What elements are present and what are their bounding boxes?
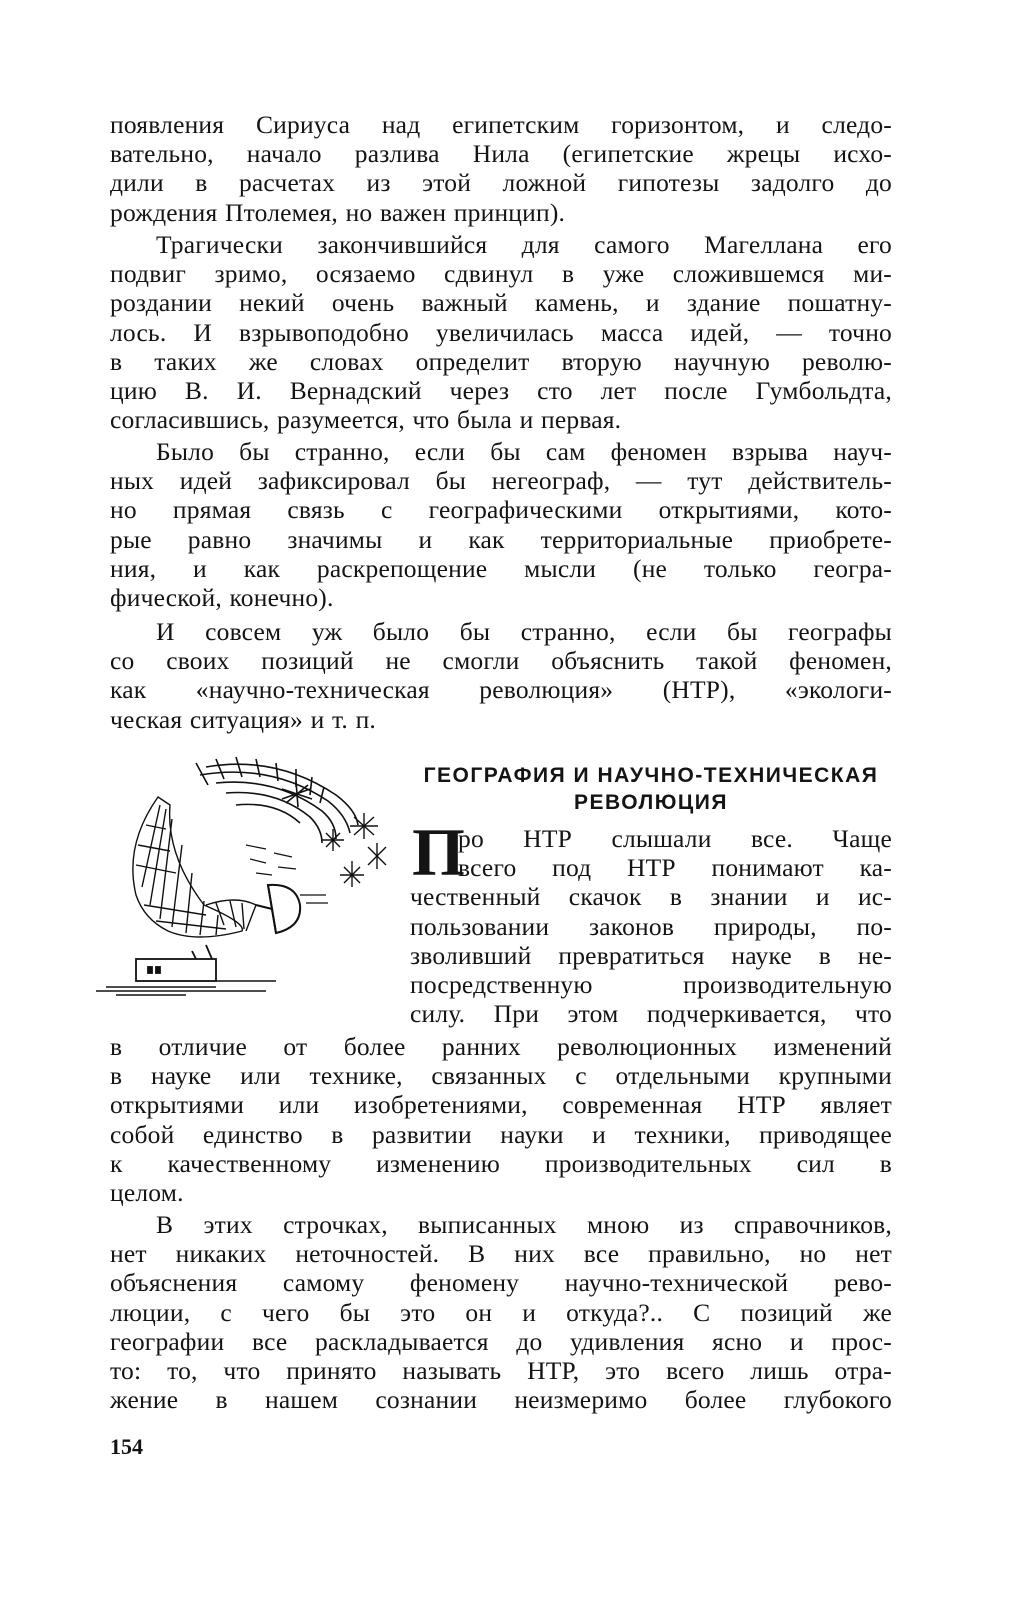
text-line: подвиг зримо, осязаемо сдвинул в уже сложившемся ми-: [110, 259, 892, 289]
text-line: в отличие от более ранних революционных изменений: [110, 1032, 892, 1061]
text-line: как «научно-техническая революция» (НТР), «экологи-: [110, 675, 892, 705]
ground-lines-icon: [96, 981, 276, 995]
star-icon: [350, 813, 378, 839]
text-line: географии все раскладывается до удивления ясно и прос-: [110, 1326, 892, 1356]
heading-line-1: ГЕОГРАФИЯ И НАУЧНО-ТЕХНИЧЕСКАЯ: [423, 764, 879, 787]
paragraph-1: [110, 110, 892, 227]
star-icon: [368, 843, 386, 869]
text-line: В этих строчках, выписанных мною из справочников,: [156, 1210, 892, 1239]
heading-line-2: РЕВОЛЮЦИЯ: [574, 791, 728, 814]
paragraph-3: [110, 437, 892, 612]
text-line: ния, и как раскрепощение мысли (не только геогра-: [110, 553, 892, 583]
text-line: цию В. И. Вернадский через сто лет после Гумбольдта,: [110, 376, 892, 406]
text-line: появления Сириуса над египетским горизонтом, и следо-: [110, 110, 892, 139]
text-line: пользовании законов природы, по-: [410, 911, 892, 941]
text-line: собой единство в развитии науки и техники, приводящее: [110, 1119, 892, 1149]
text-line: ро НТР слышали все. Чаще: [458, 824, 892, 853]
text-line: лось. И взрывоподобно увеличилась масса идей, — точно: [110, 317, 892, 347]
text-line: рождения Птолемея, но важен принцип).: [110, 197, 566, 227]
drop-cap: П: [412, 814, 465, 890]
text-line: Трагически закончившийся для самого Магеллана его: [156, 230, 892, 259]
text-line: то: то, что принято называть НТР, это всего лишь отра-: [110, 1356, 892, 1386]
text-line: чественный скачок в знании и ис-: [410, 882, 892, 912]
paragraph-2: [110, 230, 892, 434]
sky-cloud-icon: [196, 757, 358, 843]
star-icon: [322, 829, 344, 851]
wind-lines-icon: [246, 845, 328, 903]
paragraph-5: [110, 1032, 892, 1207]
paragraph-6: [110, 1210, 892, 1414]
text-line: рые равно значимы и как территориальные приобрете-: [110, 524, 892, 554]
text-line: открытиями или изобретениями, современная НТР являет: [110, 1090, 892, 1120]
text-line: со своих позиций не смогли объяснить такой феномен,: [110, 646, 892, 676]
text-line: ческая ситуация» и т. п.: [110, 704, 376, 734]
text-line: роздании некий очень важный камень, и здание пошатну-: [110, 288, 892, 318]
star-icon: [340, 861, 364, 887]
text-line: нет никаких неточностей. В них все правильно, но нет: [110, 1239, 892, 1269]
text-line: к качественному изменению производительных сил в: [110, 1148, 892, 1178]
text-line: объяснения самому феномену научно-технической рево-: [110, 1268, 892, 1298]
text-line: ных идей зафиксировал бы негеограф, — тут действитель-: [110, 466, 892, 496]
text-line: жение в нашем сознании неизмеримо более глубокого: [110, 1385, 892, 1415]
paragraph-4: [110, 617, 892, 734]
text-line: согласившись, разумеется, что была и первая.: [110, 405, 622, 435]
text-line: посредственную производительную: [410, 970, 892, 1000]
page-number: 154: [110, 1434, 143, 1459]
text-line: в науке или технике, связанных с отдельными крупными: [110, 1061, 892, 1091]
text-line: Было бы странно, если бы сам феномен взрыва науч-: [156, 437, 892, 466]
text-line: всего под НТР понимают ка-: [458, 853, 892, 883]
star-icon: [282, 781, 312, 807]
text-line: в таких же словах определит вторую научную револю-: [110, 346, 892, 376]
wrapped-paragraph: [410, 814, 892, 1029]
text-line: но прямая связь с географическими открытиями, кото-: [110, 495, 892, 525]
text-line: И совсем уж было бы странно, если бы географы: [156, 617, 892, 646]
text-line: дили в расчетах из этой ложной гипотезы задолго до: [110, 168, 892, 198]
text-line: вательно, начало разлива Нила (египетские жрецы исхо-: [110, 139, 892, 169]
text-line: люции, с чего бы это он и откуда?.. С позиций же: [110, 1297, 892, 1327]
section-heading: [408, 762, 894, 816]
antenna-feed-icon: [256, 885, 300, 933]
telescope-base-icon: [136, 945, 216, 981]
text-line: фической, конечно).: [110, 583, 334, 613]
text-line: зволивший превратиться науке в не-: [410, 940, 892, 970]
radio-telescope-illustration: [96, 755, 396, 1005]
telescope-dish-icon: [133, 797, 256, 937]
text-line: силу. При этом подчеркивается, что: [410, 999, 892, 1029]
text-line: целом.: [110, 1178, 184, 1208]
